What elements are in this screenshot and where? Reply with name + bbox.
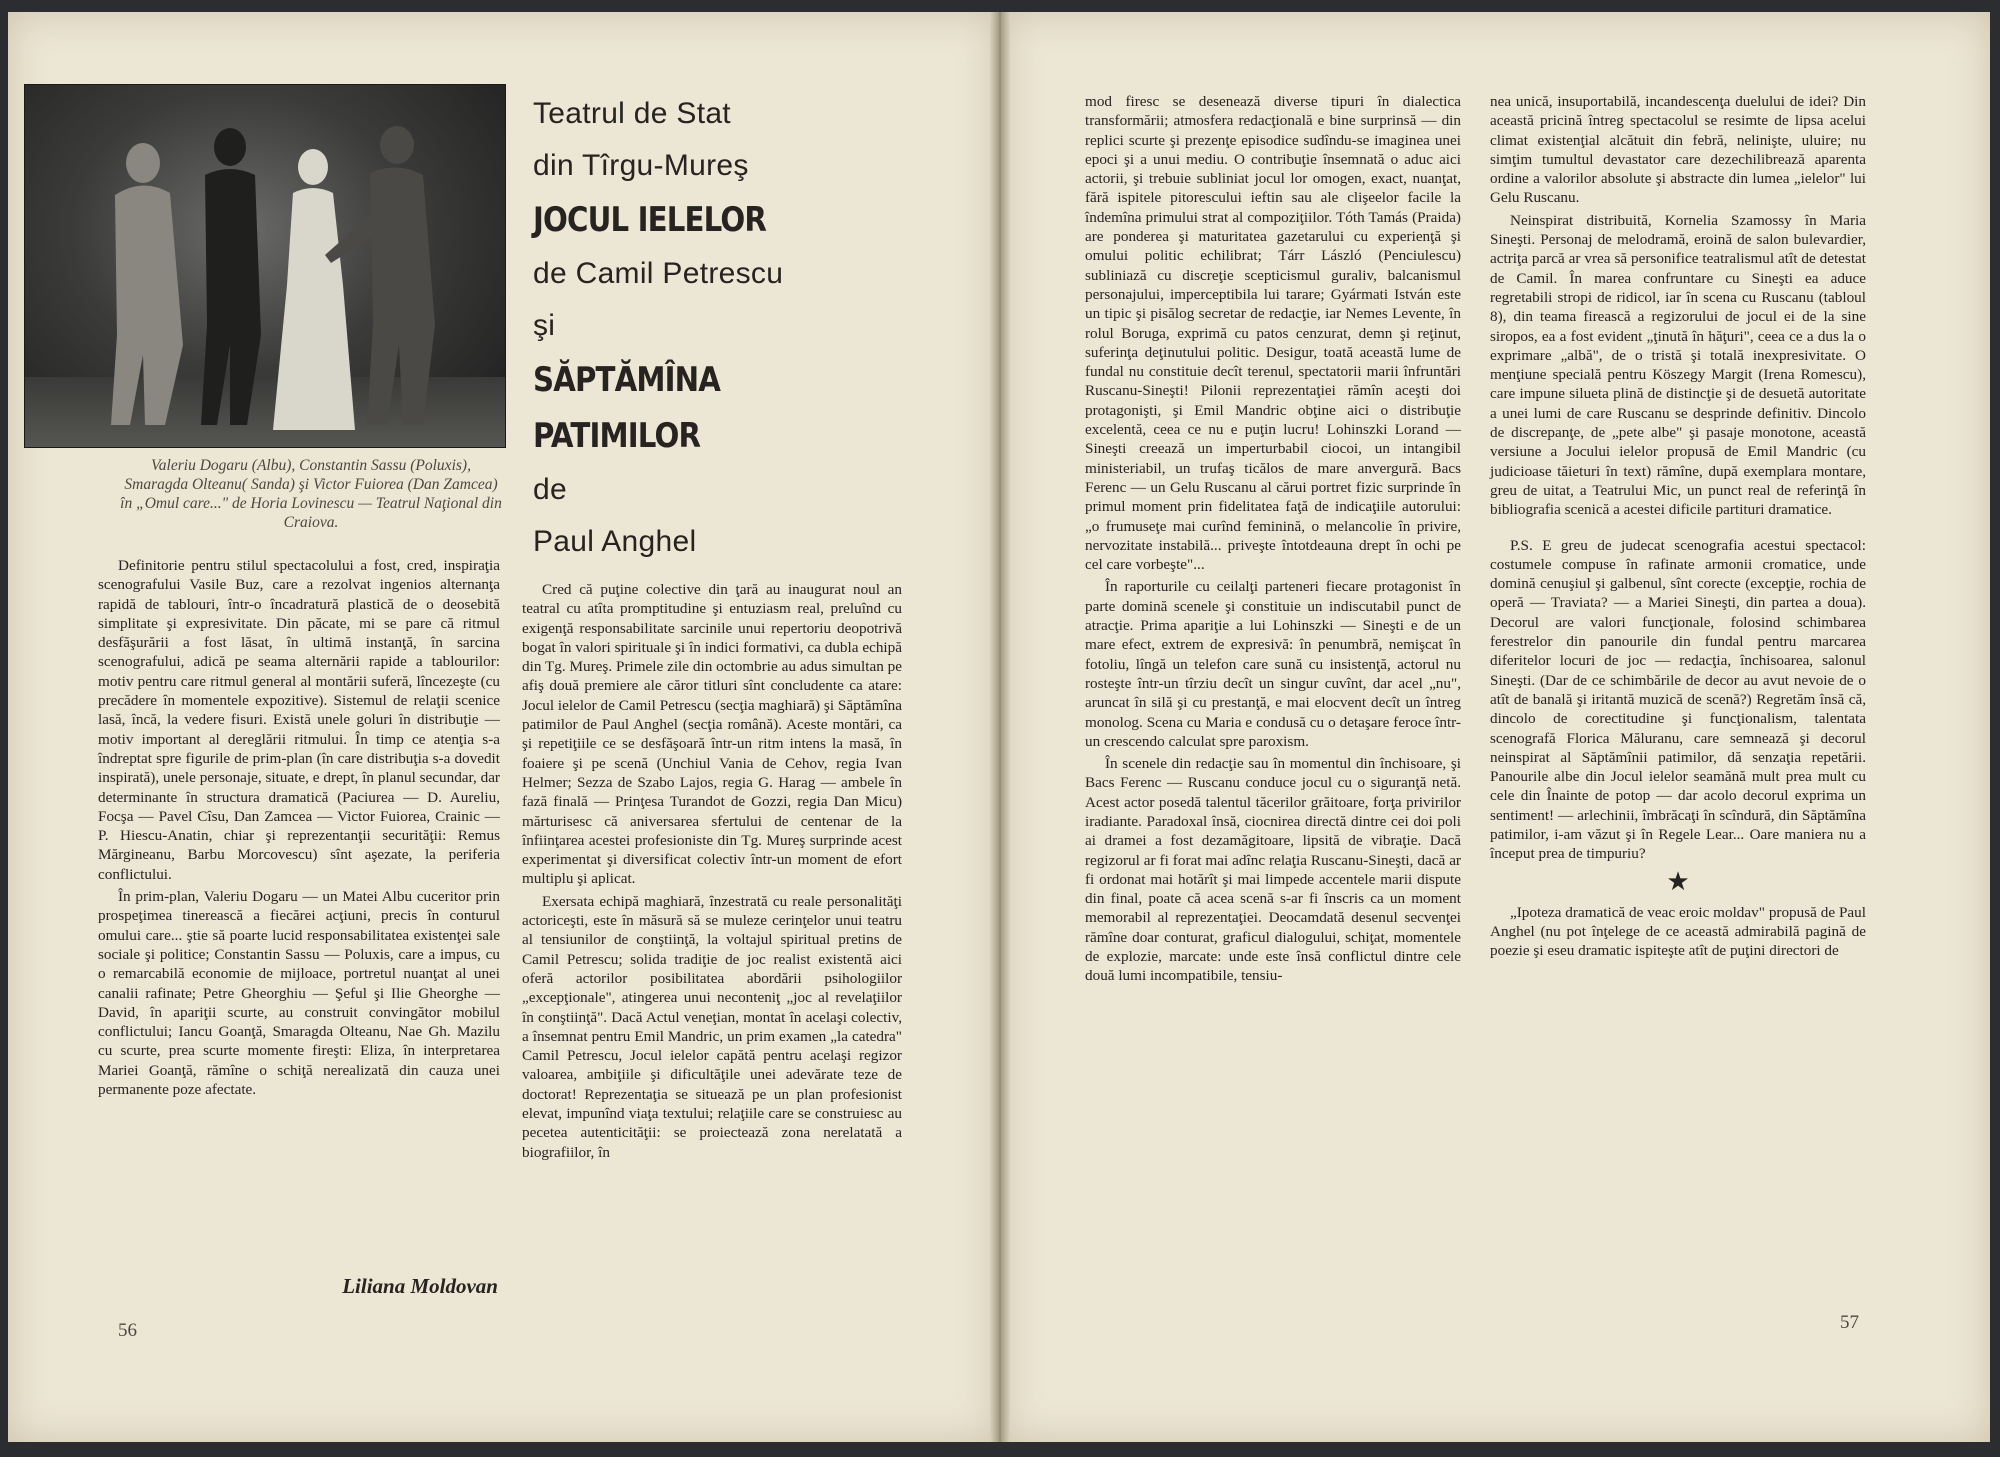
right-column-2 xyxy=(1490,92,1866,964)
paragraph: Exersata echipă maghiară, înzestrată cu reale personalităţi actoriceşti, este în măsură să se muleze cerinţelor unui teatru al tensiunilor de conştiinţă, la voltajul spiritual pretins de Camil Petrescu; solida tradiţie de joc realist existentă aici oferă actorilor posibilitatea abordării psihologiilor „excepţionale", atingerea unui neconteniţ „joc al revelaţiilor în conştiinţă". Dacă Actul veneţian, montat în acelaşi colectiv, a însemnat pentru Emil Mandric, un prim examen „la catedra" Camil Petrescu, Jocul ielelor capătă pentru acelaşi regizor valoarea, ambiţiile şi dificultăţile unei adevărate teze de doctorat! Reprezentaţia se situează pe un plan profesionist elevat, impunînd viaţa textului; relaţiile care se construiesc au pecetea autenticităţii: se proiectează zona nerelatată a biografiilor, în xyxy=(522,892,902,1161)
paragraph: mod firesc se desenează diverse tipuri în dialectica transformării; atmosfera redacţională e bine surprinsă — din replici scurte şi prezenţe episodice sudîndu-se imaginea unei epoci şi a unui mediu. O contribuţie însemnată o aduc aici actorii, şi trebuie subliniat jocul lor omogen, exact, nuanţat, fără ispitele pitorescului ieftin sau ale clişeelor facile la îndemîna primului strat al compoziţiilor. Tóth Tamás (Praida) are ponderea şi maturitatea gazetarului cu experienţă şi omului politic echilibrat; Tárr László (Penciulescu) subliniază cu discreţie scepticismul guraliv, balcanismul personajului, imperceptibila lui tarare; Gyármati István este un tipic şi pisălog secretar de redacţie, iar Nemes Levente, în rolul Boruga, exprimă cu patos cenzurat, demn şi reţinut, suferinţa deţinutului politic. Desigur, toată această lume de fundal nu constituie decît terenul, spectatorii marii înfruntări Ruscanu-Sineşti! Pilonii reprezentaţiei rămîn aceşti doi protagonişti, şi Emil Mandric obţine aici o distribuţie excelentă, ceea ce nu e puţin lucru! Lohinszki Lorand — Sineşti creează un imperturbabil ciocoi, un intangibil ministeriabil, un trufaş ticălos de mare anvergură. Bacs Ferenc — un Gelu Ruscanu al cărui portret fizic surprinde în primul moment prin fidelitatea faţă de indicaţiile autorului: „o frumuseţe mai curînd feminină, o melancolie în privire, nervozitate instabilă... priveşte întotdeauna drept în ochi pe cel care vorbeşte"... xyxy=(1085,93,1461,574)
paragraph: În scenele din redacţie sau în momentul din închisoare, şi Bacs Ferenc — Ruscanu conduce jocul cu o siguranţă netă. Acest actor posedă talentul tăcerilor grăitoare, forţa privirilor iradiante. Paradoxal însă, ciocnirea directă dintre cei doi poli ai dramei a fost dezamăgitoare, lipsită de vibraţie. Dacă regizorul ar fi forat mai adînc relaţia Ruscanu-Sineşti, dacă ar fi ordonat mai hotărît şi mai limpede accentele marii dispute din final, poate că acea scenă s-ar fi înscris ca un moment memorabil al reprezentaţiei. Deocamdată desenul secvenţei rămîne doar conturat, graficul dialogului, schiţat, momentele de explozie, marcate: unde este însă conflictul dintre cele două lumi incompatibile, tensiu- xyxy=(1085,755,1461,985)
page-number-right: 57 xyxy=(1840,1312,1859,1333)
paragraph: Definitorie pentru stilul spectacolului a fost, cred, inspiraţia scenografului Vasile Buz, care a rezolvat ingenios alternanţa rapidă de tablouri, într-o încadratură plastică de o deosebită simplitate şi expresivitate. Din păcate, mi se pare că ritmul desfăşurării a fost lăsat, în ultimă instanţă, în sarcina scenografului, adică pe seama alternării rapide a tablourilor: motiv pentru care ritmul general al montării suferă, lîncezeşte (cu precădere în momentele expozitive). Sistemul de relaţii scenice lasă, încă, la vedere fisuri. Există unele goluri în distribuţie — motiv important al dereglării ritmului. În timp ce atenţia s-a îndreptat spre figurile de prim-plan (în care distribuţia s-a dovedit inspirată), unele personaje, situate, e drept, în planul secundar, dar determinante în structura dramatică (Paciurea — D. Aureliu, Focşa — Pavel Cîsu, Dan Zamcea — Victor Fuiorea, Crainic — P. Hiescu-Anatin, chiar şi reprezentanţii securităţii: Remus Mărgineanu, Barbu Morcovescu) sînt aşezate, la periferia conflictului. xyxy=(98,557,500,883)
middle-article-column xyxy=(522,580,902,1165)
paragraph: Neinspirat distribuită, Kornelia Szamossy în Maria Sineşti. Personaj de melodramă, eroină de salon bulevardier, actriţa parcă ar vrea să personifice teatralismul atît de detestat de Camil. În marea confruntare cu Sineşti ea aduce regretabili stropi de ridicol, iar în scena cu Ruscanu (tabloul 8), din teama firească a regizorului de jocul ei de la sine siropos, ea a fost evident „ţinută în hăţuri", ceea ce a dus la o exprimare „albă", de o tristă şi totală inexpresivitate. O menţiune specială pentru Köszegy Margit (Irena Romescu), care impune silueta plină de distincţie şi de desuetă autoritate a unei lumi de care Ruscanu se desprinde definitiv. Dincolo de discrepanţe, de „pete albe" şi pasaje monotone, această versiune a Jocului ielelor propusă de Emil Mandric (cu judicioase tăieturi în text) rămîne, după exemplara montare, greu de uitat, a Teatrului Mic, un punct real de referinţă în bibliografia scenică a acestei dificile partituri dramatice. xyxy=(1490,211,1866,519)
page-number-left: 56 xyxy=(118,1320,137,1341)
left-article-column xyxy=(98,556,500,1102)
right-column-1 xyxy=(1085,92,1461,989)
author-signature: Liliana Moldovan xyxy=(342,1274,498,1298)
title-line: şi xyxy=(533,309,556,342)
title-line: de xyxy=(533,473,567,506)
photo-caption: Valeriu Dogaru (Albu), Constantin Sassu (Poluxis), Smaragda Olteanu( Sanda) şi Victor Fuiorea (Dan Zamcea) în „Omul care..." de Horia Lovinescu — Teatrul Naţional din Craiova. xyxy=(120,457,502,531)
title-line: Teatrul de Stat xyxy=(533,97,731,130)
paragraph: În prim-plan, Valeriu Dogaru — un Matei Albu cuceritor prin prospeţimea tinerească a fiecărei acţiuni, precis în conturul omului care... ştie să poarte lucid responsabilitatea existenţei sale sociale şi politice; Constantin Sassu — Poluxis, care a impus, cu o remarcabilă economie de mijloace, portretul nuanţat al unei canalii rafinate; Petre Gheorghiu — Şeful şi Ilie Gheorghe — David, în apariţii scurte, au construit convingător mobilul conflictului; Iancu Goanţă, Smaragda Olteanu, Nae Gh. Mazilu cu scurte, prea scurte momente fireşti: Eliza, în interpretarea Mariei Goanţă, rămîne o schiţă nerealizată din cauza unei permanente poze afectate. xyxy=(98,888,500,1099)
paragraph: nea unică, insuportabilă, incandescenţa duelului de idei? Din această pricină întreg spectacolul se resimte de lipsa acelui climat existenţial alcătuit din febră, nelinişte, uluire; nu simţim tumultul devastator care dezechilibrează aparenta ordine a valorilor absolute şi abstracte din lumea „ielelor" lui Gelu Ruscanu. xyxy=(1490,93,1866,207)
book-gutter xyxy=(990,12,1010,1442)
title-line: din Tîrgu-Mureş xyxy=(533,149,749,182)
paragraph: În raporturile cu ceilalţi parteneri fiecare protagonist în parte domină scenele şi constituie un indiscutabil punct de atracţie. Prima apariţie a lui Lohinszki — Sineşti e de un mare efect, extrem de expresivă: în penumbră, nemişcat în fotoliu, lîngă un telefon care sună cu insistenţă, actorul nu rosteşte într-un tîrziu decît un singur cuvînt, dar acel „nu", aruncat în silă şi cu prestanţă, e mai elocvent decît un întreg monolog. Scena cu Maria e condusă cu o detaşare feroce într-un crescendo calculat spre paroxism. xyxy=(1085,578,1461,750)
play-title: JOCUL IELELOR xyxy=(533,200,766,240)
theatre-scene-photo xyxy=(24,84,506,448)
play-title: PATIMILOR xyxy=(533,416,701,456)
paragraph: „Ipoteza dramatică de veac eroic moldav" propusă de Paul Anghel (nu pot înţelege de ce această admirabilă pagină de poezie şi eseu dramatic ispiteşte atît de puţini directori de xyxy=(1490,903,1866,960)
title-line: Paul Anghel xyxy=(533,525,697,558)
star-separator-icon: ★ xyxy=(1666,866,1690,896)
play-title: SĂPTĂMÎNA xyxy=(533,360,721,400)
article-title xyxy=(533,88,913,568)
title-line: de Camil Petrescu xyxy=(533,257,784,290)
postscript-paragraph: P.S. E greu de judecat scenografia acestui spectacol: costumele compuse în rafinate armonii cromatice, unde domină cenuşiul şi galbenul, sînt corecte (excepţie, rochia de operă — Traviata? — a Mariei Sineşti, din partea a doua). Decorul are valori funcţionale, folosind schimbarea ferestrelor din panourile din fundal pentru marcarea diferitelor locuri de joc — redacţia, închisoarea, salonul Sineşti. (Dar de ce schimbările de decor au avut nevoie de o atît de banală şi iritantă muzică de scenă?) Regretăm însă că, dincolo de corectitudine şi funcţionalism, talentata scenografă Florica Măluranu, care semnează şi decorul neinspirat al Săptămînii patimilor, dă senzaţia repetării. Panourile albe din Jocul ielelor seamănă mult prea mult cu cele din Înainte de potop — dar acolo decorul exprima un sentiment! — arlechinii, îmbrăcaţi în scîndură, din Săptămîna patimilor, i-am văzut şi în Regele Lear... Oare maniera nu a început prea de timpuriu? xyxy=(1490,536,1866,863)
paragraph: Cred că puţine colective din ţară au inaugurat noul an teatral cu atîta promptitudine şi entuziasm real, preluînd cu exigenţă responsabilitate sarcinile unui repertoriu deopotrivă bogat în valori spirituale şi în indici formativi, ca dubla echipă din Tg. Mureş. Primele zile din octombrie au adus simultan pe afiş două premiere ale căror titluri sînt concludente ca atare: Jocul ielelor de Camil Petrescu (secţia maghiară) şi Săptămîna patimilor de Paul Anghel (secţia română). Aceste montări, ca şi repetiţiile ce se desfăşoară într-un ritm intens la masă, în foaiere şi pe scenă (Unchiul Vania de Cehov, regia Ivan Helmer; Sezza de Szabo Lajos, regia G. Harag — ambele în fază finală — Prinţesa Turandot de Gozzi, regia Dan Micu) mărturisesc că aniversarea sfertului de centenar de la înfiinţarea acestei profesioniste din Tg. Mureş surprinde acest experimentat şi diversificat colectiv într-un moment de efort multiplu şi aplicat. xyxy=(522,581,902,888)
